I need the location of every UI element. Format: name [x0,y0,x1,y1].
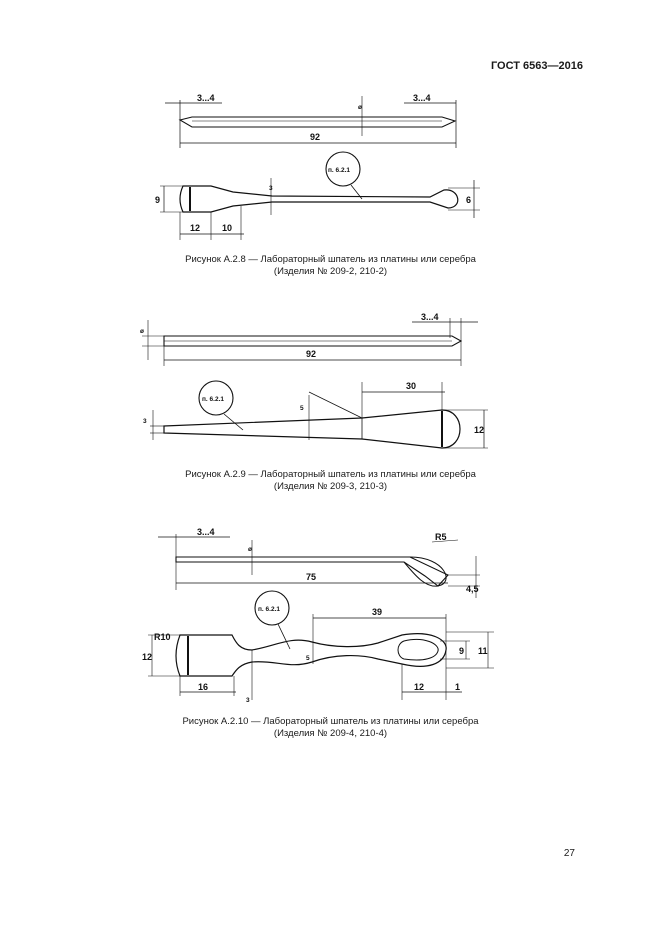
dim-a210-bend: 4,5 [466,584,479,594]
figure-a29-products: (Изделия № 209-3, 210-3) [273,481,388,492]
dim-a210-head-width: 12 [142,652,153,662]
dim-a210-length: 75 [306,572,317,582]
dim-a210-radius: R5 [435,532,447,542]
figure-a210-products: (Изделия № 209-4, 210-4) [273,728,388,739]
page-number: 27 [563,848,575,859]
figure-a29-title: Рисунок А.2.9 — Лабораторный шпатель из платины или серебра [185,469,476,480]
dim-a28-len-a: 12 [190,223,201,233]
ref-a29: п. 6.2.1 [202,396,224,403]
dim-a29-length: 92 [306,349,317,359]
figure-a29-caption [0,469,661,493]
dim-a210-tip: 1 [455,682,461,692]
dim-a210-loop-outer: 11 [478,646,488,656]
figure-a210-title: Рисунок А.2.10 — Лабораторный шпатель из платины или серебра [182,716,479,727]
dim-a29-tip-width: 3 [143,418,147,425]
dim-a29-mid-width: 5 [300,405,304,412]
dim-a28-taper-left: 3...4 [197,93,215,103]
standard-header: ГОСТ 6563—2016 [490,60,583,72]
figure-a28-caption [0,254,661,278]
ref-a210: п. 6.2.1 [258,606,280,613]
dim-a29-blade-length: 30 [406,381,417,391]
dim-a28-len-b: 10 [222,223,233,233]
dim-a28-neck: 3 [269,185,273,192]
figure-a28-products: (Изделия № 209-2, 210-2) [273,266,388,277]
dim-a29-blade-width: 12 [474,425,485,435]
dim-a28-tip-width: 6 [466,195,472,205]
dim-a28-thickness: ø [358,104,362,111]
dim-a28-length: 92 [310,132,321,142]
ref-a28: п. 6.2.1 [328,167,350,174]
dim-a210-head-length: 16 [198,682,209,692]
figure-a210-caption [0,716,661,740]
dim-a28-taper-right: 3...4 [413,93,431,103]
dim-a210-loop-seg: 12 [414,682,425,692]
dim-a210-taper: 3...4 [197,527,215,537]
dim-a28-head-width: 9 [155,195,161,205]
dim-a29-taper: 3...4 [421,312,439,322]
figure-a210-drawing [142,527,494,704]
dim-a210-waist-b: 3 [246,697,250,704]
dim-a210-thickness: ø [248,546,252,553]
figure-a28-drawing [155,93,480,240]
dim-a210-head-radius: R10 [154,632,171,642]
dim-a210-loop-inner: 9 [459,646,465,656]
dim-a29-thickness: ø [140,328,144,335]
figure-a29-drawing [140,312,488,448]
figure-a28-title: Рисунок А.2.8 — Лабораторный шпатель из платины или серебра [185,254,476,265]
dim-a210-loop-length: 39 [372,607,383,617]
dim-a210-waist: 5 [306,655,310,662]
